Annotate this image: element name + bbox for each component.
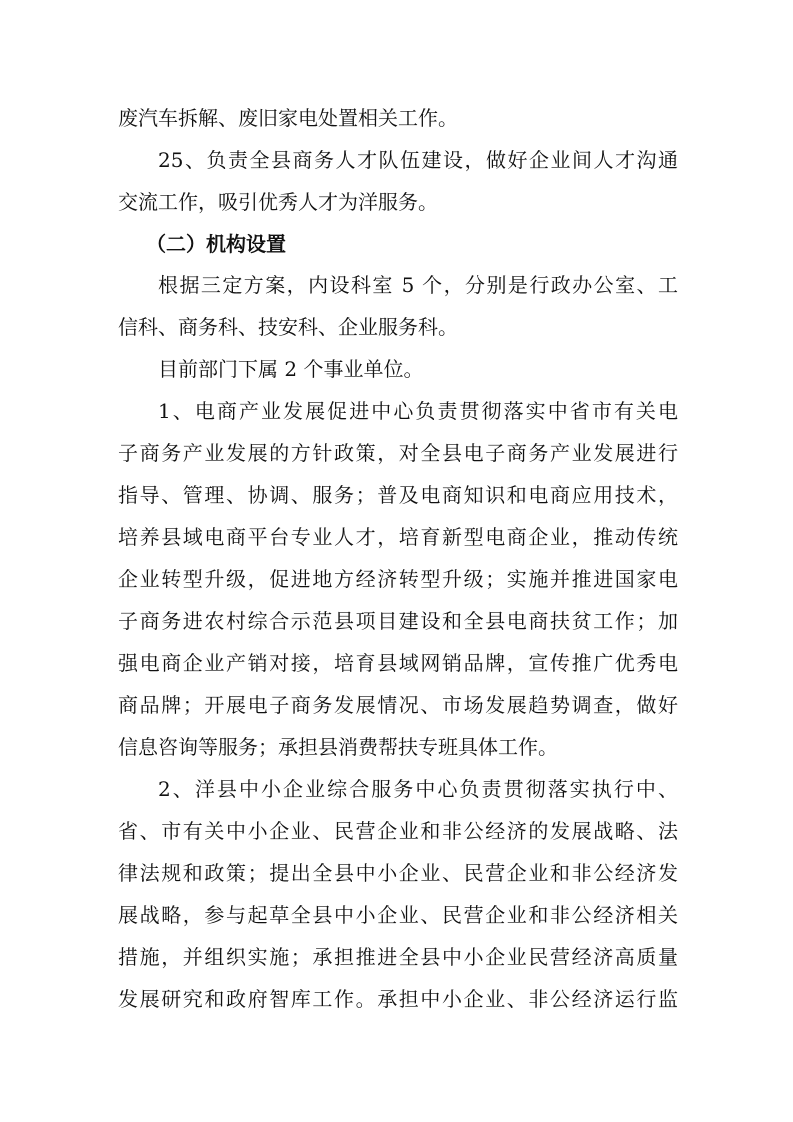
- text-line: 律法规和政策；提出全县中小企业、民营企业和非公经济发: [118, 861, 678, 885]
- text-line: 目前部门下属 2 个事业单位。: [158, 357, 424, 381]
- text-line: 交流工作，吸引优秀人才为洋服务。: [118, 190, 438, 214]
- section-heading: （二）机构设置: [146, 232, 286, 256]
- text-line: 企业转型升级，促进地方经济转型升级；实施并推进国家电: [118, 567, 678, 591]
- text-line: 信科、商务科、技安科、企业服务科。: [118, 315, 458, 339]
- text-line: 省、市有关中小企业、民营企业和非公经济的发展战略、法: [118, 819, 678, 843]
- text-line: 1、电商产业发展促进中心负责贯彻落实中省市有关电: [158, 399, 678, 423]
- text-line: 商品牌；开展电子商务发展情况、市场发展趋势调查，做好: [118, 693, 678, 717]
- text-line: 发展研究和政府智库工作。承担中小企业、非公经济运行监: [118, 987, 678, 1011]
- text-line: 废汽车拆解、废旧家电处置相关工作。: [118, 106, 458, 130]
- text-line: 子商务产业发展的方针政策，对全县电子商务产业发展进行: [118, 441, 678, 465]
- text-line: 培养县域电商平台专业人才，培育新型电商企业，推动传统: [118, 525, 678, 549]
- text-line: 子商务进农村综合示范县项目建设和全县电商扶贫工作；加: [118, 609, 678, 633]
- text-line: 措施，并组织实施；承担推进全县中小企业民营经济高质量: [118, 945, 678, 969]
- text-line: 指导、管理、协调、服务；普及电商知识和电商应用技术，: [118, 483, 678, 507]
- text-line: 2、洋县中小企业综合服务中心负责贯彻落实执行中、: [158, 777, 678, 801]
- text-line: 25、负责全县商务人才队伍建设，做好企业间人才沟通: [158, 148, 678, 172]
- text-line: 强电商企业产销对接，培育县域网销品牌，宣传推广优秀电: [118, 651, 678, 675]
- text-line: 信息咨询等服务；承担县消费帮扶专班具体工作。: [118, 735, 558, 759]
- text-line: 展战略，参与起草全县中小企业、民营企业和非公经济相关: [118, 903, 678, 927]
- text-line: 根据三定方案，内设科室 5 个，分别是行政办公室、工: [158, 273, 678, 297]
